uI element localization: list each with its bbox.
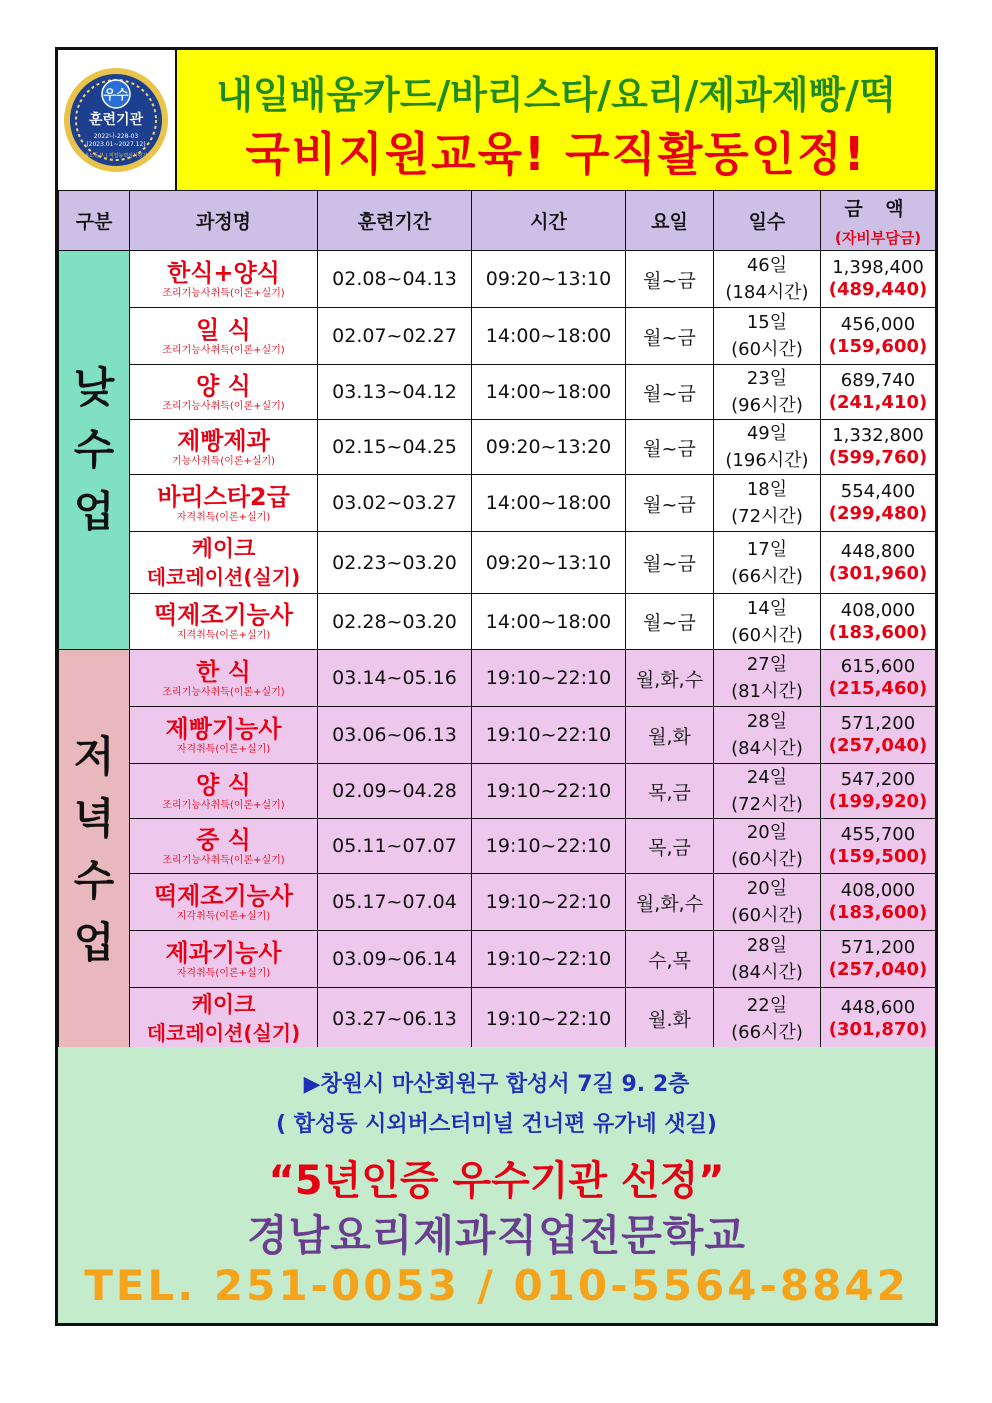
course-name-cell	[130, 650, 318, 707]
days-cell	[714, 874, 821, 931]
table-row	[59, 764, 936, 819]
course-name-cell	[130, 874, 318, 931]
course-name-cell	[130, 365, 318, 420]
period-cell: 03.13~04.12	[318, 365, 472, 420]
days-count: 24일	[746, 767, 788, 788]
course-certification: 지격취득(이론+실기)	[176, 630, 271, 641]
course-certification: 자격취득(이론+실기)	[176, 967, 271, 979]
period-cell: 03.27~06.13	[318, 988, 472, 1050]
self-pay-amount: (599,760)	[828, 447, 928, 468]
amount-cell	[821, 475, 936, 532]
table-row	[59, 988, 936, 1050]
course-name-cell	[130, 819, 318, 874]
course-certification: 조리기능사취득(이론+실기)	[162, 287, 285, 299]
days-cell	[714, 594, 821, 650]
table-row	[59, 707, 936, 764]
period-cell: 02.28~03.20	[318, 594, 472, 650]
days-cell	[714, 420, 821, 475]
table-row	[59, 532, 936, 594]
course-name: 중 식	[196, 825, 251, 854]
amount-cell	[821, 308, 936, 365]
seal-small1: 2022나-228-03	[93, 133, 139, 140]
course-certification: 조리기능사취득(이론+실기)	[162, 400, 285, 412]
hours-count: (96시간)	[731, 395, 803, 416]
table-row	[59, 819, 936, 874]
course-subtitle: 데코레이션(실기)	[146, 1020, 301, 1045]
table-row	[59, 251, 936, 308]
seal-top-text: 우수	[103, 88, 129, 103]
time-cell: 14:00~18:00	[472, 475, 626, 532]
weekday-cell: 월.화	[626, 988, 714, 1050]
amount-cell	[821, 650, 936, 707]
amount-cell	[821, 251, 936, 308]
seal-small2: (2023.01~2027.12)	[86, 141, 146, 148]
days-cell	[714, 532, 821, 594]
period-cell: 05.17~07.04	[318, 874, 472, 931]
weekday-cell: 월,화,수	[626, 650, 714, 707]
flyer-footer	[58, 1047, 935, 1323]
amount-cell	[821, 988, 936, 1050]
self-pay-amount: (183,600)	[828, 902, 928, 923]
self-pay-amount: (299,480)	[828, 503, 928, 524]
days-cell	[714, 819, 821, 874]
time-cell: 19:10~22:10	[472, 764, 626, 819]
course-name: 양 식	[196, 770, 251, 799]
time-cell: 09:20~13:10	[472, 251, 626, 308]
time-cell: 19:10~22:10	[472, 988, 626, 1050]
tuition-amount: 1,398,400	[832, 257, 924, 278]
excellence-seal-icon	[58, 50, 175, 190]
table-body	[59, 251, 936, 1050]
self-pay-amount: (159,500)	[828, 846, 928, 867]
course-name-cell	[130, 532, 318, 594]
period-cell: 02.08~04.13	[318, 251, 472, 308]
weekday-cell: 월,화	[626, 707, 714, 764]
weekday-cell: 월~금	[626, 475, 714, 532]
col-time: 시간	[472, 191, 626, 251]
time-cell: 19:10~22:10	[472, 707, 626, 764]
course-name-cell	[130, 475, 318, 532]
hours-count: (184시간)	[725, 282, 809, 303]
days-count: 28일	[746, 711, 788, 732]
col-category: 구분	[59, 191, 130, 251]
col-days: 일수	[714, 191, 821, 251]
hours-count: (60시간)	[731, 624, 803, 646]
title-banner	[177, 50, 935, 190]
days-count: 17일	[746, 538, 788, 560]
weekday-cell: 월~금	[626, 251, 714, 308]
tuition-amount: 448,800	[840, 540, 916, 562]
col-amount	[821, 191, 936, 251]
period-cell: 03.06~06.13	[318, 707, 472, 764]
table-row	[59, 594, 936, 650]
days-count: 18일	[746, 479, 788, 500]
course-name: 바리스타2급	[157, 482, 290, 511]
weekday-cell: 월~금	[626, 594, 714, 650]
self-pay-amount: (241,410)	[828, 392, 928, 413]
days-cell	[714, 931, 821, 988]
days-count: 20일	[746, 878, 788, 899]
days-count: 27일	[746, 654, 788, 675]
days-cell	[714, 650, 821, 707]
table-row	[59, 475, 936, 532]
days-count: 22일	[746, 994, 788, 1016]
time-cell: 14:00~18:00	[472, 365, 626, 420]
period-cell: 02.09~04.28	[318, 764, 472, 819]
time-cell: 19:10~22:10	[472, 650, 626, 707]
hours-count: (60시간)	[731, 905, 803, 926]
amount-cell	[821, 764, 936, 819]
time-cell: 19:10~22:10	[472, 874, 626, 931]
amount-header: 금 액	[844, 197, 912, 220]
amount-cell	[821, 532, 936, 594]
course-name-cell	[130, 764, 318, 819]
address-line1: ▶창원시 마산회원구 합성서 7길 9. 2층	[303, 1072, 690, 1097]
days-count: 15일	[746, 312, 788, 333]
amount-cell	[821, 594, 936, 650]
weekday-cell: 월~금	[626, 365, 714, 420]
hours-count: (84시간)	[731, 738, 803, 759]
tuition-amount: 571,200	[840, 937, 916, 958]
seal-main-text: 훈련기관	[88, 112, 144, 128]
days-count: 46일	[746, 255, 788, 276]
self-pay-amount: (199,920)	[828, 791, 928, 812]
tuition-amount: 455,700	[840, 824, 916, 845]
hours-count: (60시간)	[731, 339, 803, 360]
course-name: 양 식	[196, 371, 251, 400]
weekday-cell: 월,화,수	[626, 874, 714, 931]
days-cell	[714, 251, 821, 308]
amount-cell	[821, 420, 936, 475]
self-pay-amount: (215,460)	[828, 678, 928, 699]
period-cell: 05.11~07.07	[318, 819, 472, 874]
table-row	[59, 365, 936, 420]
time-cell: 14:00~18:00	[472, 308, 626, 365]
flyer-frame	[55, 47, 938, 1326]
tuition-amount: 448,600	[840, 996, 916, 1018]
tuition-amount: 554,400	[840, 481, 916, 502]
amount-cell	[821, 365, 936, 420]
amount-cell	[821, 707, 936, 764]
course-name: 제빵기능사	[165, 714, 282, 743]
course-schedule-table	[58, 190, 936, 1050]
amount-cell	[821, 931, 936, 988]
hours-count: (66시간)	[731, 1021, 803, 1043]
school-name: 경남요리제과직업전문학교	[247, 1211, 746, 1260]
table-row	[59, 874, 936, 931]
seal-cell	[58, 50, 177, 190]
col-weekday: 요일	[626, 191, 714, 251]
section-label-char: 낮	[73, 363, 115, 412]
time-cell: 09:20~13:20	[472, 420, 626, 475]
banner-line2: 국비지원교육! 구직활동인정!	[245, 127, 867, 181]
course-name: 제빵제과	[177, 426, 270, 455]
table-row	[59, 420, 936, 475]
time-cell: 09:20~13:10	[472, 532, 626, 594]
section-label-char: 녁	[73, 793, 115, 843]
course-name: 일 식	[196, 315, 251, 344]
days-count: 23일	[746, 368, 788, 389]
course-name: 한식+양식	[167, 258, 280, 287]
section-label-char: 수	[73, 855, 115, 905]
weekday-cell: 월~금	[626, 532, 714, 594]
self-pay-amount: (489,440)	[828, 279, 928, 300]
section-label-char: 업	[73, 917, 115, 967]
weekday-cell: 목,금	[626, 764, 714, 819]
table-header-row	[59, 191, 936, 251]
tuition-amount: 1,332,800	[832, 425, 924, 446]
course-name: 한 식	[196, 657, 251, 686]
days-cell	[714, 988, 821, 1050]
days-count: 49일	[746, 423, 788, 444]
tuition-amount: 456,000	[840, 314, 916, 335]
course-certification: 조리기능사취득(이론+실기)	[162, 799, 285, 811]
amount-cell	[821, 874, 936, 931]
days-cell	[714, 365, 821, 420]
days-count: 14일	[746, 597, 788, 619]
days-cell	[714, 308, 821, 365]
hours-count: (81시간)	[731, 681, 803, 702]
section-evening-label	[59, 650, 130, 1050]
tuition-amount: 571,200	[840, 713, 916, 734]
hours-count: (84시간)	[731, 962, 803, 983]
section-day-label	[59, 251, 130, 650]
tuition-amount: 408,000	[840, 880, 916, 901]
self-pay-amount: (301,960)	[828, 562, 928, 584]
hours-count: (72시간)	[731, 794, 803, 815]
course-name: 케이크	[191, 536, 256, 562]
self-pay-amount: (301,870)	[828, 1018, 928, 1040]
hours-count: (72시간)	[731, 506, 803, 527]
course-certification: 자격취득(이론+실기)	[176, 743, 271, 755]
course-name-cell	[130, 931, 318, 988]
section-label-char: 수	[73, 425, 115, 474]
course-certification: 자격취득(이론+실기)	[176, 511, 271, 523]
tuition-amount: 615,600	[840, 656, 916, 677]
seal-bottom-text: 고용노동부 | 직업능력심사평가원	[79, 153, 153, 159]
course-name-cell	[130, 988, 318, 1050]
course-name-cell	[130, 594, 318, 650]
amount-cell	[821, 819, 936, 874]
course-name: 제과기능사	[165, 938, 282, 967]
hours-count: (66시간)	[731, 565, 803, 587]
course-name: 떡제조기능사	[153, 881, 294, 910]
col-course: 과정명	[130, 191, 318, 251]
self-pay-amount: (159,600)	[828, 336, 928, 357]
tuition-amount: 408,000	[840, 599, 916, 621]
table-row	[59, 308, 936, 365]
course-name-cell	[130, 251, 318, 308]
phone-numbers: TEL. 251-0053 / 010-5564-8842	[84, 1261, 909, 1310]
section-label-char: 저	[73, 731, 115, 781]
days-cell	[714, 475, 821, 532]
course-certification: 조리기능사취득(이론+실기)	[162, 854, 285, 866]
course-name: 떡제조기능사	[153, 601, 294, 629]
course-name-cell	[130, 420, 318, 475]
slogan: “5년인증 우수기관 선정”	[268, 1158, 725, 1204]
days-cell	[714, 707, 821, 764]
course-name-cell	[130, 707, 318, 764]
course-subtitle: 데코레이션(실기)	[146, 564, 301, 589]
flyer-header	[58, 50, 935, 192]
period-cell: 02.07~02.27	[318, 308, 472, 365]
table-row	[59, 931, 936, 988]
weekday-cell: 월~금	[626, 420, 714, 475]
course-certification: 조리기능사취득(이론+실기)	[162, 344, 285, 356]
course-certification: 기능사취득(이론+실기)	[171, 455, 276, 467]
period-cell: 03.14~05.16	[318, 650, 472, 707]
days-count: 20일	[746, 822, 788, 843]
tuition-amount: 689,740	[840, 370, 916, 391]
weekday-cell: 목,금	[626, 819, 714, 874]
weekday-cell: 수,목	[626, 931, 714, 988]
course-certification: 지각취득(이론+실기)	[176, 910, 271, 922]
days-cell	[714, 764, 821, 819]
course-name: 케이크	[191, 992, 256, 1018]
self-pay-amount: (257,040)	[828, 959, 928, 980]
period-cell: 03.02~03.27	[318, 475, 472, 532]
tuition-amount: 547,200	[840, 769, 916, 790]
hours-count: (196시간)	[725, 450, 809, 471]
time-cell: 19:10~22:10	[472, 819, 626, 874]
time-cell: 19:10~22:10	[472, 931, 626, 988]
weekday-cell: 월~금	[626, 308, 714, 365]
table-row	[59, 650, 936, 707]
col-period: 훈련기간	[318, 191, 472, 251]
hours-count: (60시간)	[731, 849, 803, 870]
amount-header-sub: (자비부담금)	[834, 228, 922, 247]
period-cell: 03.09~06.14	[318, 931, 472, 988]
self-pay-amount: (257,040)	[828, 735, 928, 756]
section-label-char: 업	[73, 487, 115, 536]
banner-line1: 내일배움카드/바리스타/요리/제과제빵/떡	[216, 73, 896, 117]
period-cell: 02.23~03.20	[318, 532, 472, 594]
days-count: 28일	[746, 935, 788, 956]
address-line2: ( 합성동 시외버스터미널 건너편 유가네 샛길)	[276, 1112, 717, 1137]
period-cell: 02.15~04.25	[318, 420, 472, 475]
time-cell: 14:00~18:00	[472, 594, 626, 650]
course-certification: 조리기능사취득(이론+실기)	[162, 686, 285, 698]
course-name-cell	[130, 308, 318, 365]
self-pay-amount: (183,600)	[828, 621, 928, 643]
